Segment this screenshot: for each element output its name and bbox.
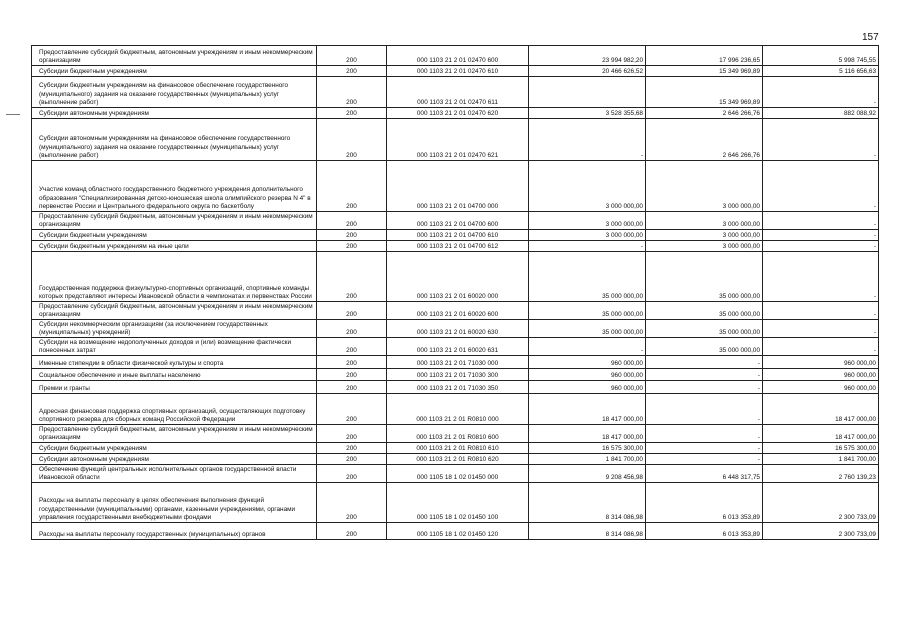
row-name: Субсидии бюджетным учреждениям (32, 443, 317, 454)
row-vr-code: 200 (317, 356, 387, 369)
row-vr-code: 200 (317, 252, 387, 302)
row-amount-2: - (646, 394, 763, 425)
table-row (32, 46, 879, 66)
row-vr-code: 200 (317, 46, 387, 66)
row-amount-3: 5 998 745,55 (763, 46, 879, 66)
row-amount-2: 35 000 000,00 (646, 252, 763, 302)
row-amount-1: 960 000,00 (529, 369, 646, 381)
row-amount-2: 3 000 000,00 (646, 241, 763, 252)
row-vr-code: 200 (317, 302, 387, 320)
table-row (32, 108, 879, 119)
row-kbk-code: 000 1103 21 2 01 02470 620 (387, 108, 529, 119)
row-amount-2: 6 448 317,75 (646, 465, 763, 483)
row-amount-1: 3 528 355,68 (529, 108, 646, 119)
row-name: Именные стипендии в области физической культуры и спорта (32, 356, 317, 369)
row-kbk-code: 000 1103 21 2 01 02470 621 (387, 119, 529, 161)
row-name: Участие команд областного государственного бюджетного учреждения дополнительного образования "Специализированная детско-юношеская школа олимпийского резерва N 4" в первенстве России и Центрального федерального округа по баскетболу (32, 161, 317, 212)
row-name: Расходы на выплаты персоналу в целях обеспечения выполнения функций государственными (муниципальными) органами, казенными учреждениями, органами управления государственными внебюджетными фондами (32, 483, 317, 523)
row-amount-3: - (763, 119, 879, 161)
row-vr-code: 200 (317, 241, 387, 252)
row-name: Субсидии бюджетным учреждениям на финансовое обеспечение государственного (муниципального) задания на оказание государственных (муниципальных) услуг (выполнение работ) (32, 77, 317, 108)
row-vr-code: 200 (317, 119, 387, 161)
row-kbk-code: 000 1103 21 2 01 04700 600 (387, 212, 529, 230)
row-amount-2: 3 000 000,00 (646, 212, 763, 230)
row-amount-3: 2 760 139,23 (763, 465, 879, 483)
row-vr-code: 200 (317, 381, 387, 394)
row-name: Субсидии бюджетным учреждениям на иные цели (32, 241, 317, 252)
row-amount-1: 960 000,00 (529, 356, 646, 369)
table-row (32, 394, 879, 425)
row-vr-code: 200 (317, 161, 387, 212)
row-name: Предоставление субсидий бюджетным, автономным учреждениям и иным некоммерческим организациям (32, 425, 317, 443)
row-vr-code: 200 (317, 454, 387, 465)
row-amount-1: - (529, 241, 646, 252)
row-amount-1: 3 000 000,00 (529, 161, 646, 212)
row-vr-code: 200 (317, 394, 387, 425)
row-amount-2: 6 013 353,89 (646, 523, 763, 540)
row-kbk-code: 000 1103 21 2 01 R0810 000 (387, 394, 529, 425)
row-amount-3: 960 000,00 (763, 356, 879, 369)
row-amount-1: 23 994 982,20 (529, 46, 646, 66)
row-kbk-code: 000 1103 21 2 01 60020 631 (387, 338, 529, 356)
table-row (32, 454, 879, 465)
row-amount-1: 1 841 700,00 (529, 454, 646, 465)
row-name: Премии и гранты (32, 381, 317, 394)
row-amount-3: - (763, 241, 879, 252)
row-amount-3: 2 300 733,09 (763, 483, 879, 523)
row-amount-3: 2 300 733,09 (763, 523, 879, 540)
table-row (32, 369, 879, 381)
row-kbk-code: 000 1103 21 2 01 60020 630 (387, 320, 529, 338)
row-amount-2: - (646, 369, 763, 381)
row-amount-1: 35 000 000,00 (529, 252, 646, 302)
row-amount-2: 35 000 000,00 (646, 302, 763, 320)
row-amount-2: - (646, 356, 763, 369)
row-kbk-code: 000 1103 21 2 01 71030 350 (387, 381, 529, 394)
row-amount-3: - (763, 320, 879, 338)
row-kbk-code: 000 1103 21 2 01 71030 000 (387, 356, 529, 369)
row-amount-1: 3 000 000,00 (529, 230, 646, 241)
row-name: Субсидии бюджетным учреждениям (32, 66, 317, 77)
row-amount-2: 2 646 266,76 (646, 119, 763, 161)
table-row (32, 241, 879, 252)
row-amount-3: - (763, 161, 879, 212)
row-name: Субсидии автономным учреждениям (32, 454, 317, 465)
row-amount-3: - (763, 302, 879, 320)
row-kbk-code: 000 1103 21 2 01 71030 300 (387, 369, 529, 381)
row-name: Предоставление субсидий бюджетным, автономным учреждениям и иным некоммерческим организациям (32, 302, 317, 320)
table-row (32, 443, 879, 454)
row-name: Субсидии на возмещение недополученных доходов и (или) возмещение фактически понесенных затрат (32, 338, 317, 356)
row-amount-2: - (646, 425, 763, 443)
row-amount-1: 35 000 000,00 (529, 320, 646, 338)
row-amount-1: - (529, 338, 646, 356)
row-amount-1: 18 417 000,00 (529, 394, 646, 425)
row-kbk-code: 000 1103 21 2 01 02470 610 (387, 66, 529, 77)
row-name: Субсидии автономным учреждениям (32, 108, 317, 119)
row-amount-3: - (763, 338, 879, 356)
row-amount-1: 9 208 456,98 (529, 465, 646, 483)
row-kbk-code: 000 1103 21 2 01 R0810 600 (387, 425, 529, 443)
table-row (32, 230, 879, 241)
row-kbk-code: 000 1103 21 2 01 04700 000 (387, 161, 529, 212)
row-amount-1: 35 000 000,00 (529, 302, 646, 320)
row-amount-3: - (763, 230, 879, 241)
table-row (32, 356, 879, 369)
row-amount-1: 16 575 300,00 (529, 443, 646, 454)
row-vr-code: 200 (317, 320, 387, 338)
row-kbk-code: 000 1103 21 2 01 02470 611 (387, 77, 529, 108)
row-amount-3: 16 575 300,00 (763, 443, 879, 454)
row-kbk-code: 000 1103 21 2 01 R0810 610 (387, 443, 529, 454)
row-name: Субсидии автономным учреждениям на финансовое обеспечение государственного (муниципального) задания на оказание государственных (муниципальных) услуг (выполнение работ) (32, 119, 317, 161)
table-row (32, 252, 879, 302)
row-kbk-code: 000 1103 21 2 01 R0810 620 (387, 454, 529, 465)
table-row (32, 119, 879, 161)
page-number: 157 (862, 32, 879, 43)
row-vr-code: 200 (317, 523, 387, 540)
row-amount-1: 8 314 086,98 (529, 523, 646, 540)
row-vr-code: 200 (317, 212, 387, 230)
row-amount-3: 960 000,00 (763, 381, 879, 394)
table-row (32, 465, 879, 483)
table-row (32, 66, 879, 77)
row-amount-3: - (763, 212, 879, 230)
row-amount-1: - (529, 119, 646, 161)
row-vr-code: 200 (317, 338, 387, 356)
row-vr-code: 200 (317, 425, 387, 443)
row-amount-1 (529, 77, 646, 108)
row-name: Предоставление субсидий бюджетным, автономным учреждениям и иным некоммерческим организациям (32, 46, 317, 66)
table-row (32, 381, 879, 394)
row-amount-3: - (763, 252, 879, 302)
row-name: Адресная финансовая поддержка спортивных организаций, осуществляющих подготовку спортивного резерва для сборных команд Российской Федерации (32, 394, 317, 425)
row-vr-code: 200 (317, 66, 387, 77)
row-amount-2: 3 000 000,00 (646, 230, 763, 241)
row-name: Расходы на выплаты персоналу государственных (муниципальных) органов (32, 523, 317, 540)
row-name: Субсидии некоммерческим организациям (за исключением государственных (муниципальных) учреждений) (32, 320, 317, 338)
row-vr-code: 200 (317, 465, 387, 483)
row-kbk-code: 000 1105 18 1 02 01450 100 (387, 483, 529, 523)
row-name: Социальное обеспечение и иные выплаты населению (32, 369, 317, 381)
table-row (32, 483, 879, 523)
table-row (32, 161, 879, 212)
row-vr-code: 200 (317, 369, 387, 381)
table-row (32, 425, 879, 443)
row-vr-code: 200 (317, 443, 387, 454)
row-kbk-code: 000 1103 21 2 01 04700 612 (387, 241, 529, 252)
row-name: Предоставление субсидий бюджетным, автономным учреждениям и иным некоммерческим организациям (32, 212, 317, 230)
row-amount-1: 960 000,00 (529, 381, 646, 394)
table-row (32, 320, 879, 338)
row-amount-3: 1 841 700,00 (763, 454, 879, 465)
margin-mark (6, 114, 20, 115)
row-name: Государственная поддержка физкультурно-спортивных организаций, спортивные команды которых представляют интересы Ивановской области в чемпионатах и первенствах России (32, 252, 317, 302)
row-amount-3: 18 417 000,00 (763, 394, 879, 425)
row-amount-1: 18 417 000,00 (529, 425, 646, 443)
row-amount-2: 35 000 000,00 (646, 338, 763, 356)
row-amount-2: - (646, 443, 763, 454)
row-amount-2: - (646, 454, 763, 465)
table-row (32, 338, 879, 356)
row-kbk-code: 000 1103 21 2 01 04700 610 (387, 230, 529, 241)
row-amount-3: 18 417 000,00 (763, 425, 879, 443)
row-kbk-code: 000 1103 21 2 01 60020 600 (387, 302, 529, 320)
row-vr-code: 200 (317, 108, 387, 119)
table-row (32, 77, 879, 108)
row-kbk-code: 000 1105 18 1 02 01450 000 (387, 465, 529, 483)
table-row (32, 523, 879, 540)
row-vr-code: 200 (317, 230, 387, 241)
row-amount-2: 2 646 266,76 (646, 108, 763, 119)
budget-table (31, 45, 879, 540)
row-amount-1: 8 314 086,98 (529, 483, 646, 523)
table-row (32, 212, 879, 230)
row-amount-1: 20 466 626,52 (529, 66, 646, 77)
row-name: Обеспечение функций центральных исполнительных органов государственной власти Ивановской области (32, 465, 317, 483)
row-amount-2: 6 013 353,89 (646, 483, 763, 523)
table-row (32, 302, 879, 320)
row-amount-2: 15 349 969,89 (646, 77, 763, 108)
row-amount-3: 882 088,92 (763, 108, 879, 119)
row-amount-2: - (646, 381, 763, 394)
row-vr-code: 200 (317, 77, 387, 108)
row-amount-3: 5 116 656,63 (763, 66, 879, 77)
row-amount-3: - (763, 77, 879, 108)
row-amount-2: 35 000 000,00 (646, 320, 763, 338)
row-vr-code: 200 (317, 483, 387, 523)
row-amount-2: 3 000 000,00 (646, 161, 763, 212)
row-amount-2: 17 996 236,65 (646, 46, 763, 66)
row-amount-1: 3 000 000,00 (529, 212, 646, 230)
row-name: Субсидии бюджетным учреждениям (32, 230, 317, 241)
row-kbk-code: 000 1105 18 1 02 01450 120 (387, 523, 529, 540)
row-amount-3: 960 000,00 (763, 369, 879, 381)
row-kbk-code: 000 1103 21 2 01 60020 000 (387, 252, 529, 302)
row-amount-2: 15 349 969,89 (646, 66, 763, 77)
row-kbk-code: 000 1103 21 2 01 02470 600 (387, 46, 529, 66)
